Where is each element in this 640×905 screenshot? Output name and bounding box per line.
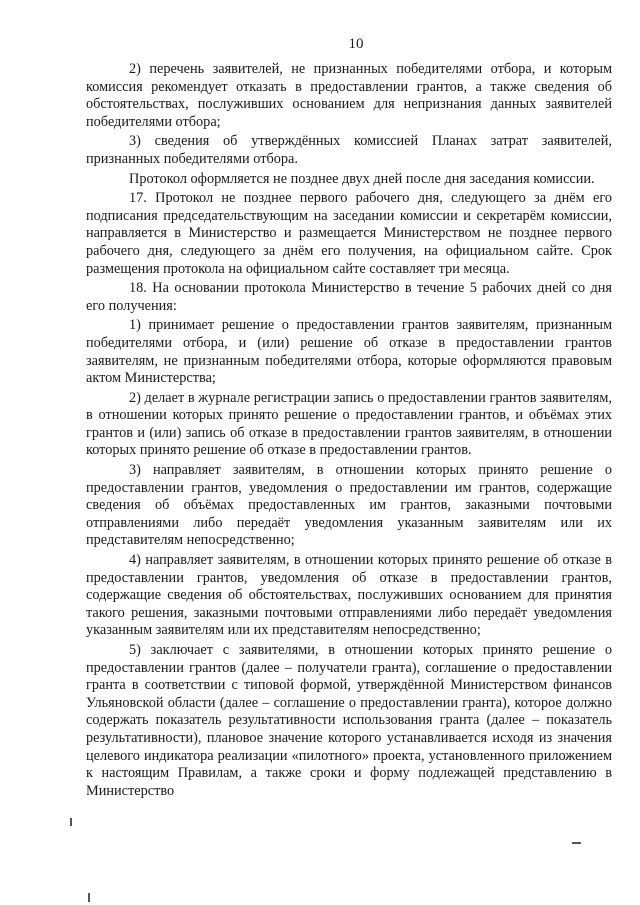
paragraph: 2) перечень заявителей, не признанных победителями отбора, и которым комиссия рекомендует отказать в предоставлении грантов, а также сведения об обстоятельствах, послуживших основанием для непризнания данных заявителей победителями отбора; (86, 61, 612, 130)
paragraph: Протокол оформляется не позднее двух дней после дня заседания комиссии. (129, 170, 595, 187)
paragraph: 2) делает в журнале регистрации запись о предоставлении грантов заявителям, в отношении которых принято решение о предоставлении грантов, и объёмах этих грантов и (или) запись об отказе в предоставлении грантов заявителям, в отношении которых принято решение об отказе в предоставлении грантов. (86, 389, 612, 459)
page-number: 10 (348, 36, 364, 52)
paragraph: 1) принимает решение о предоставлении грантов заявителям, признанным победителями отбора, и (или) решение об отказе в предоставлении грантов заявителям, не признанным победителями отбора, которые оформляются правовым актом Министерства; (86, 317, 612, 387)
paragraph: 3) сведения об утверждённых комиссией Планах затрат заявителей, признанных победителями отбора. (86, 133, 612, 167)
paragraph: 17. Протокол не позднее первого рабочего дня, следующего за днём его подписания председательствующим на заседании комиссии и секретарём комиссии, направляется в Министерство и размещается Министерством не позднее первого рабочего дня, следующего за днём его получения, на официальном сайте. Срок размещения протокола на официальном сайте составляет три месяца. (86, 190, 612, 277)
paragraph: 5) заключает с заявителями, в отношении которых принято решение о предоставлении грантов (далее – получатели гранта), соглашение о предоставлении гранта в соответствии с типовой формой, утверждённой Министерством финансов Ульяновской области (далее – соглашение о предоставлении гранта), которое должно содержать показатель результативности использования гранта (далее – показатель результативности), плановое значение которого устанавливается исходя из значения целевого индикатора реализации «пилотного» проекта, установленного приложением к настоящим Правилам, а также сроки и форму подлежащей представлению в Министерство (86, 642, 612, 799)
scan-mark (572, 842, 581, 844)
scan-mark (70, 818, 72, 826)
scan-mark (88, 893, 90, 902)
paragraph: 3) направляет заявителям, в отношении которых принято решение о предоставлении грантов, уведомления о предоставлении им грантов, содержащие сведения об объёмах предоставленных им грантов, заказными почтовыми отправлениями либо передаёт уведомления указанным заявителям или их представителям непосредственно; (86, 462, 612, 549)
paragraph: 18. На основании протокола Министерство в течение 5 рабочих дней со дня его получения: (86, 280, 612, 314)
paragraph: 4) направляет заявителям, в отношении которых принято решение об отказе в предоставлении грантов, уведомления об отказе в предоставлении грантов, содержащие сведения об обстоятельствах, послуживших основанием для принятия такого решения, заказными почтовыми отправлениями либо передаёт уведомления указанным заявителям или их представителям непосредственно; (86, 552, 612, 639)
